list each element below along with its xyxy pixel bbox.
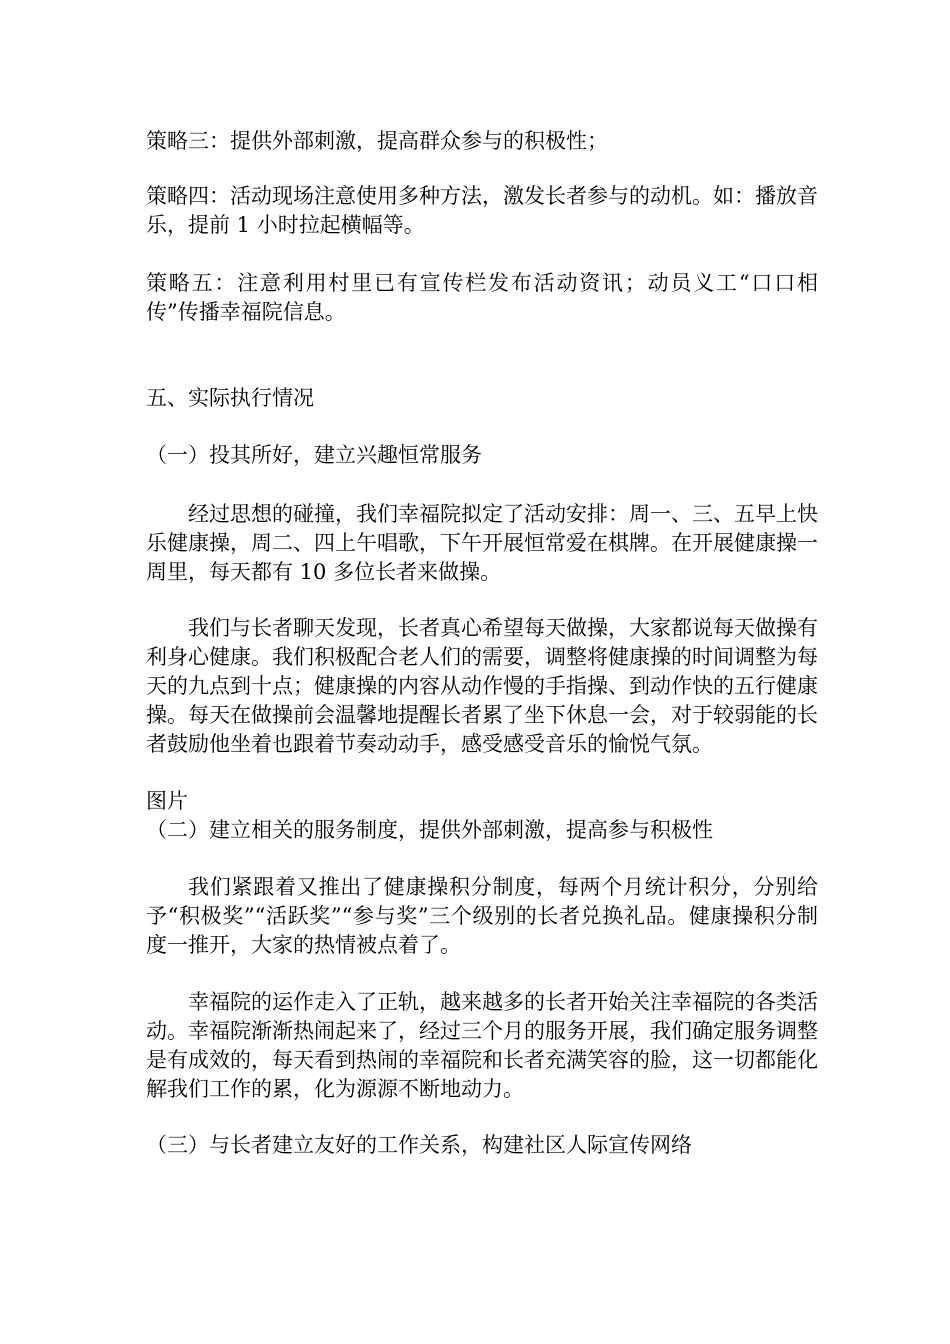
subsection-1-paragraph-2: 我们与长者聊天发现，长者真心希望每天做操，大家都说每天做操有利身心健康。我们积极配合老人们的需要，调整将健康操的时间调整为每天的九点到十点；健康操的内容从动作慢的手指操、到动作快的五行健康操。每天在做操前会温馨地提醒长者累了坐下休息一会，对于较弱能的长者鼓励他坐着也跟着节奏动动手，感受感受音乐的愉悦气氛。 bbox=[146, 616, 818, 756]
strategy-3: 策略三：提供外部刺激，提高群众参与的积极性； bbox=[146, 129, 608, 153]
strategy-4: 策略四：活动现场注意使用多种方法，激发长者参与的动机。如：播放音乐，提前 1 小时拉起横幅等。 bbox=[146, 184, 818, 237]
subsection-2-title: （二）建立相关的服务制度，提供外部刺激，提高参与积极性 bbox=[146, 818, 713, 842]
subsection-1-paragraph-1: 经过思想的碰撞，我们幸福院拟定了活动安排：周一、三、五早上快乐健康操，周二、四上午唱歌，下午开展恒常爱在棋牌。在开展健康操一周里，每天都有 10 多位长者来做操。 bbox=[146, 502, 818, 584]
strategy-5: 策略五：注意利用村里已有宣传栏发布活动资讯；动员义工“口口相传”传播幸福院信息。 bbox=[146, 271, 818, 324]
section-5-title: 五、实际执行情况 bbox=[146, 386, 314, 410]
subsection-2-paragraph-1: 我们紧跟着又推出了健康操积分制度，每两个月统计积分，分别给予“积极奖”“活跃奖”“参与奖”三个级别的长者兑换礼品。健康操积分制度一推开，大家的热情被点着了。 bbox=[146, 875, 818, 957]
subsection-1-title: （一）投其所好，建立兴趣恒常服务 bbox=[146, 443, 482, 467]
subsection-3-title: （三）与长者建立友好的工作关系，构建社区人际宣传网络 bbox=[146, 1133, 692, 1157]
subsection-2-paragraph-2: 幸福院的运作走入了正轨，越来越多的长者开始关注幸福院的各类活动。幸福院渐渐热闹起来了，经过三个月的服务开展，我们确定服务调整是有成效的，每天看到热闹的幸福院和长者充满笑容的脸，这一切都能化解我们工作的累，化为源源不断地动力。 bbox=[146, 990, 818, 1101]
image-placeholder-label: 图片 bbox=[146, 789, 188, 813]
